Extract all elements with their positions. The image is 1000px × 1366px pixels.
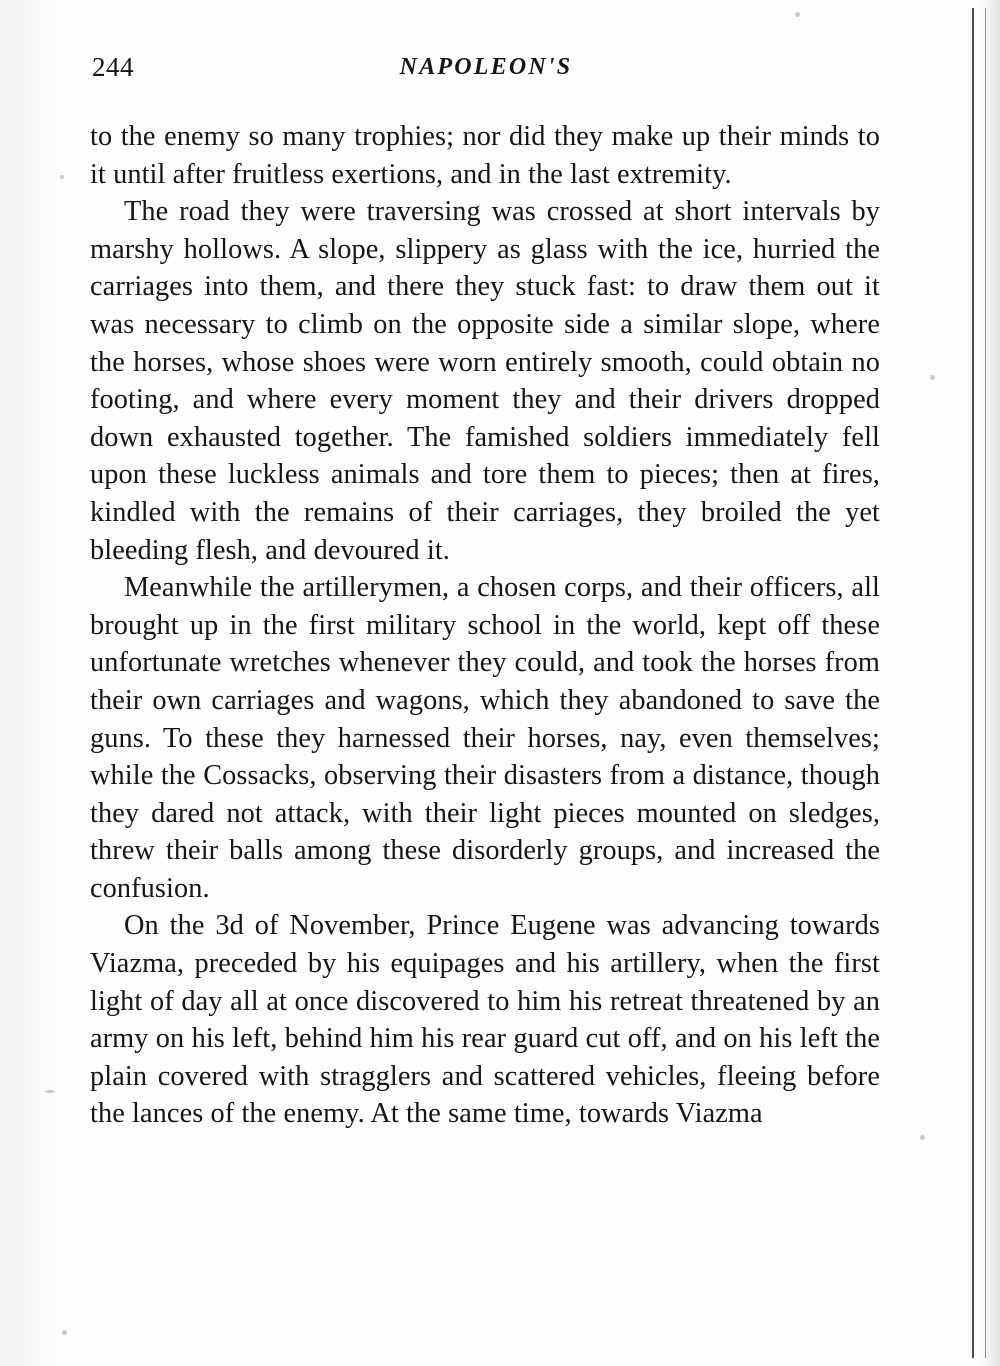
scan-edge-shadow — [974, 0, 1000, 1366]
scan-edge-line — [972, 8, 974, 1358]
paragraph: On the 3d of November, Prince Eugene was advancing towards Viazma, preceded by his equipages and his artillery, when the first light of day all at once discovered to him his retreat threatened by an army on his left, behind him his rear guard cut off, and on his left the plain covered with stragglers and scattered vehicles, fleeing before the lances of the enemy. At the same time, towards Viazma — [90, 910, 880, 1130]
paragraph: to the enemy so many trophies; nor did they make up their minds to it until after fruitless exertions, and in the last extremity. — [90, 121, 880, 190]
running-title: NAPOLEON'S — [399, 54, 573, 80]
scan-speck — [62, 1330, 67, 1335]
scan-speck — [60, 175, 64, 179]
scan-speck — [795, 12, 800, 17]
scan-edge-line-secondary — [985, 8, 986, 1358]
page-body — [90, 118, 880, 1133]
paragraph: Meanwhile the artillerymen, a chosen corps, and their officers, all brought up in the first military school in the world, kept off these unfortunate wretches whenever they could, and took the horses from their own carriages and wagons, which they abandoned to save the guns. To these they harnessed their horses, nay, even themselves; while the Cossacks, observing their disasters from a distance, though they dared not attack, with their light pieces mounted on sledges, threw their balls among these disorderly groups, and increased the confusion. — [90, 572, 880, 904]
page-number: 244 — [92, 52, 134, 82]
page-header — [92, 52, 880, 86]
scan-speck — [930, 375, 935, 380]
scan-speck — [45, 1090, 55, 1093]
scan-speck — [920, 1135, 925, 1140]
paragraph: The road they were traversing was crossed at short intervals by marshy hollows. A slope, slippery as glass with the ice, hurried the carriages into them, and there they stuck fast: to draw them out it was necessary to climb on the opposite side a similar slope, where the horses, whose shoes were worn entirely smooth, could obtain no footing, and where every moment they and their drivers dropped down exhausted together. The famished soldiers immediately fell upon these luckless animals and tore them to pieces; then at fires, kindled with the remains of their carriages, they broiled the yet bleeding flesh, and devoured it. — [90, 196, 880, 566]
